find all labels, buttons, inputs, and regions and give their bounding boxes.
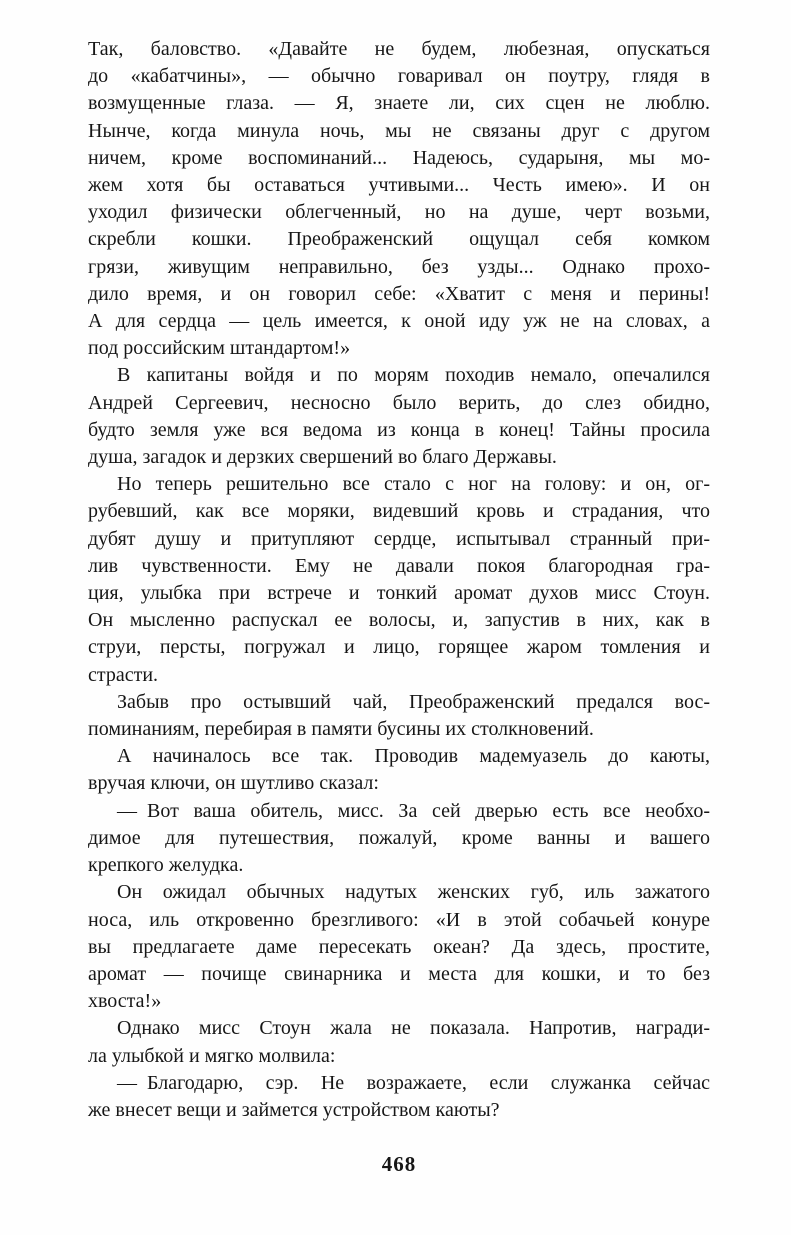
text-line: душа, загадок и дерзких свершений во благо Державы. xyxy=(88,446,557,469)
text-line: носа, иль откровенно брезгливого: «И в этой собачьей конуре xyxy=(88,908,710,931)
text-line: А для сердца — цель имеется, к оной иду уж не на словах, а xyxy=(88,310,710,333)
text-line: возмущенные глаза. — Я, знаете ли, сих сцен не люблю. xyxy=(88,92,710,115)
text-line: ничем, кроме воспоминаний... Надеюсь, сударыня, мы мо- xyxy=(88,146,710,169)
paragraph xyxy=(88,743,710,797)
text-line: дубят душу и притупляют сердце, испытывал странный при- xyxy=(88,527,710,550)
text-line: — Вот ваша обитель, мисс. За сей дверью есть все необхо- xyxy=(117,799,710,822)
text-line: вручая ключи, он шутливо сказал: xyxy=(88,772,379,795)
text-line: Так, баловство. «Давайте не будем, любезная, опускаться xyxy=(88,38,710,60)
text-line: А начиналось все так. Проводив мадемуазель до каюты, xyxy=(117,745,710,768)
text-line: ла улыбкой и мягко молвила: xyxy=(88,1044,336,1067)
text-line: хвоста!» xyxy=(88,990,162,1013)
text-line: уходил физически облегченный, но на душе, черт возьми, xyxy=(88,201,710,224)
text-line: струи, персты, погружал и лицо, горящее жаром томления и xyxy=(88,636,710,659)
text-line: Нынче, когда минула ночь, мы не связаны друг с другом xyxy=(88,119,710,142)
text-line: рубевший, как все моряки, видевший кровь и страдания, что xyxy=(88,500,710,523)
text-line: ция, улыбка при встрече и тонкий аромат духов мисс Стоун. xyxy=(88,582,710,605)
text-line: Забыв про остывший чай, Преображенский предался вос- xyxy=(117,690,710,713)
text-line: будто земля уже вся ведома из конца в конец! Тайны просила xyxy=(88,418,710,441)
text-line: же внесет вещи и займется устройством каюты? xyxy=(88,1098,500,1121)
paragraph xyxy=(88,1070,710,1124)
paragraph xyxy=(88,879,710,1015)
text-line: Он мысленно распускал ее волосы, и, запустив в них, как в xyxy=(88,609,710,632)
text-line: жем хотя бы оставаться учтивыми... Честь имею». И он xyxy=(88,174,710,197)
text-line: страсти. xyxy=(88,663,159,686)
text-line: Он ожидал обычных надутых женских губ, иль зажатого xyxy=(117,881,710,904)
text-line: димое для путешествия, пожалуй, кроме ванны и вашего xyxy=(88,826,710,849)
text-line: поминаниям, перебирая в памяти бусины их столкновений. xyxy=(88,718,594,741)
text-line: скребли кошки. Преображенский ощущал себя комком xyxy=(88,228,710,251)
text-line: вы предлагаете даме пересекать океан? Да здесь, простите, xyxy=(88,935,710,958)
paragraph xyxy=(88,689,710,743)
page-number: 468 xyxy=(381,1152,417,1176)
paragraph xyxy=(88,362,710,471)
paragraph xyxy=(88,798,710,880)
text-line: под российским штандартом!» xyxy=(88,337,351,360)
paragraph xyxy=(88,471,710,689)
text-line: лив чувственности. Ему не давали покоя благородная гра- xyxy=(88,554,710,577)
page-text xyxy=(88,36,710,1124)
text-line: дило время, и он говорил себе: «Хватит с меня и перины! xyxy=(88,282,710,305)
text-line: В капитаны войдя и по морям походив немало, опечалился xyxy=(117,364,710,387)
paragraph xyxy=(88,36,710,362)
text-line: грязи, живущим неправильно, без узды... Однако прохо- xyxy=(88,255,710,278)
paragraph xyxy=(88,1015,710,1069)
text-line: аромат — почище свинарника и места для кошки, и то без xyxy=(88,962,710,985)
text-line: Но теперь решительно все стало с ног на голову: и он, ог- xyxy=(117,473,710,496)
text-line: крепкого желудка. xyxy=(88,854,244,877)
text-line: — Благодарю, сэр. Не возражаете, если служанка сейчас xyxy=(117,1071,710,1094)
text-line: Однако мисс Стоун жала не показала. Напротив, награди- xyxy=(117,1017,710,1040)
text-line: до «кабатчины», — обычно говаривал он поутру, глядя в xyxy=(88,65,710,88)
text-line: Андрей Сергеевич, несносно было верить, до слез обидно, xyxy=(88,391,710,414)
